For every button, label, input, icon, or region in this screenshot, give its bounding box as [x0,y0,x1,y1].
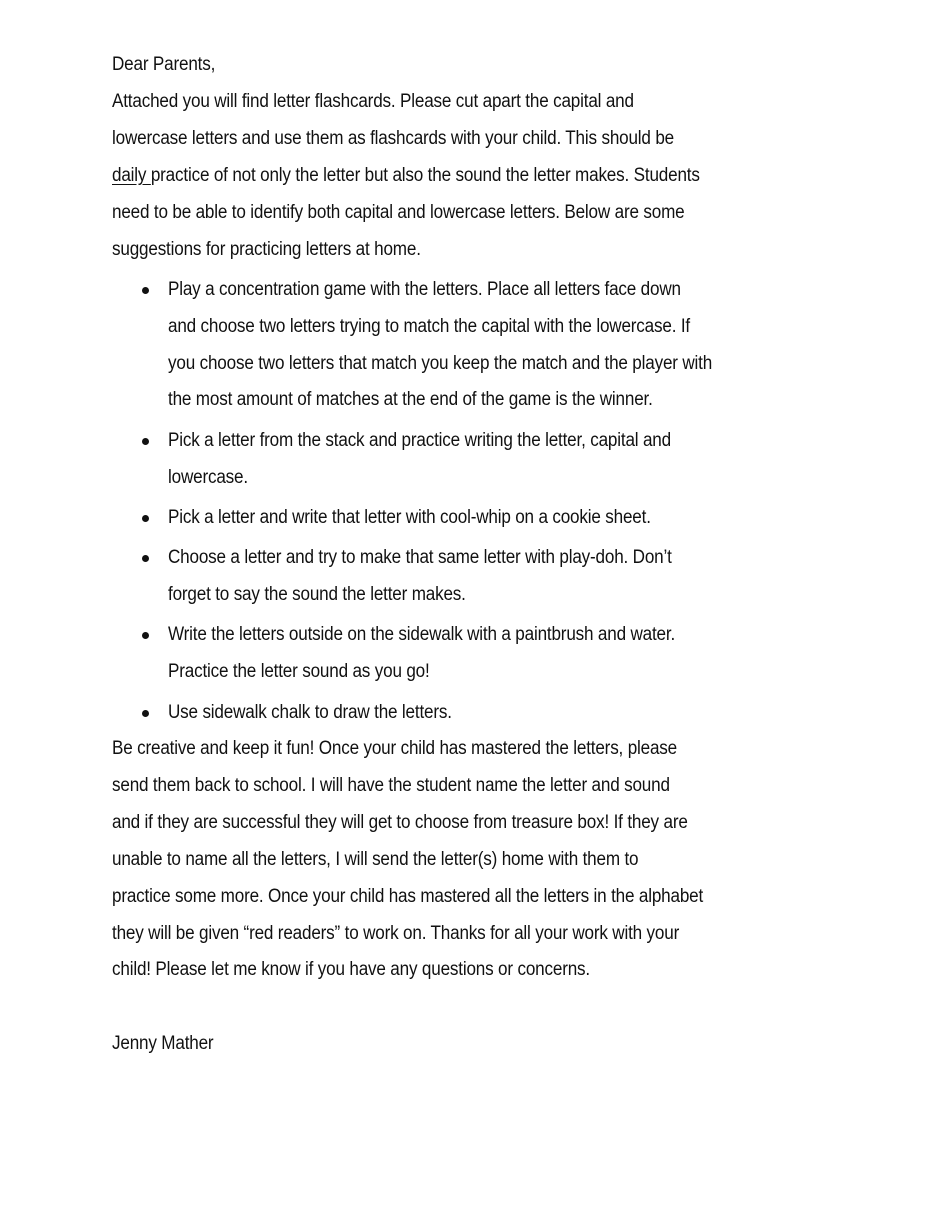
suggestion-line: you choose two letters that match you keep the match and the player with [168,353,713,374]
bullet-icon [142,287,149,294]
closing-line: practice some more. Once your child has mastered all the letters in the alphabet [112,886,704,907]
bullet-icon [142,515,149,522]
suggestion-line: forget to say the sound the letter makes. [168,584,466,605]
suggestion-line: lowercase. [168,467,248,488]
intro-line [112,164,700,188]
intro-line: lowercase letters and use them as flashcards with your child. This should be [112,128,674,149]
closing-line: send them back to school. I will have the student name the letter and sound [112,775,670,796]
closing-line: Be creative and keep it fun! Once your child has mastered the letters, please [112,738,678,759]
suggestion-line: Choose a letter and try to make that same letter with play-doh. Don’t [168,547,672,568]
bullet-icon [142,438,149,445]
bullet-icon [142,710,149,717]
closing-line: unable to name all the letters, I will send the letter(s) home with them to [112,849,639,870]
emphasis-daily: daily [112,165,151,186]
suggestion-line: the most amount of matches at the end of the game is the winner. [168,389,653,410]
bullet-icon [142,632,149,639]
intro-line: need to be able to identify both capital and lowercase letters. Below are some [112,202,685,223]
suggestion-line: Write the letters outside on the sidewalk with a paintbrush and water. [168,624,676,645]
closing-line: child! Please let me know if you have any questions or concerns. [112,959,590,980]
bullet-icon [142,555,149,562]
signature: Jenny Mather [112,1033,214,1054]
intro-line-text: practice of not only the letter but also the sound the letter makes. Students [150,165,700,186]
suggestion-line: Play a concentration game with the letters. Place all letters face down [168,279,681,300]
suggestion-line: Practice the letter sound as you go! [168,661,430,682]
suggestion-line: and choose two letters trying to match the capital with the lowercase. If [168,316,690,337]
suggestion-line: Use sidewalk chalk to draw the letters. [168,702,452,723]
intro-line: suggestions for practicing letters at home. [112,239,421,260]
intro-line: Attached you will find letter flashcards. Please cut apart the capital and [112,91,634,112]
salutation: Dear Parents, [112,54,216,75]
closing-line: and if they are successful they will get to choose from treasure box! If they are [112,812,688,833]
closing-line: they will be given “red readers” to work on. Thanks for all your work with your [112,923,680,944]
suggestion-line: Pick a letter and write that letter with cool-whip on a cookie sheet. [168,507,651,528]
suggestion-line: Pick a letter from the stack and practice writing the letter, capital and [168,430,671,451]
